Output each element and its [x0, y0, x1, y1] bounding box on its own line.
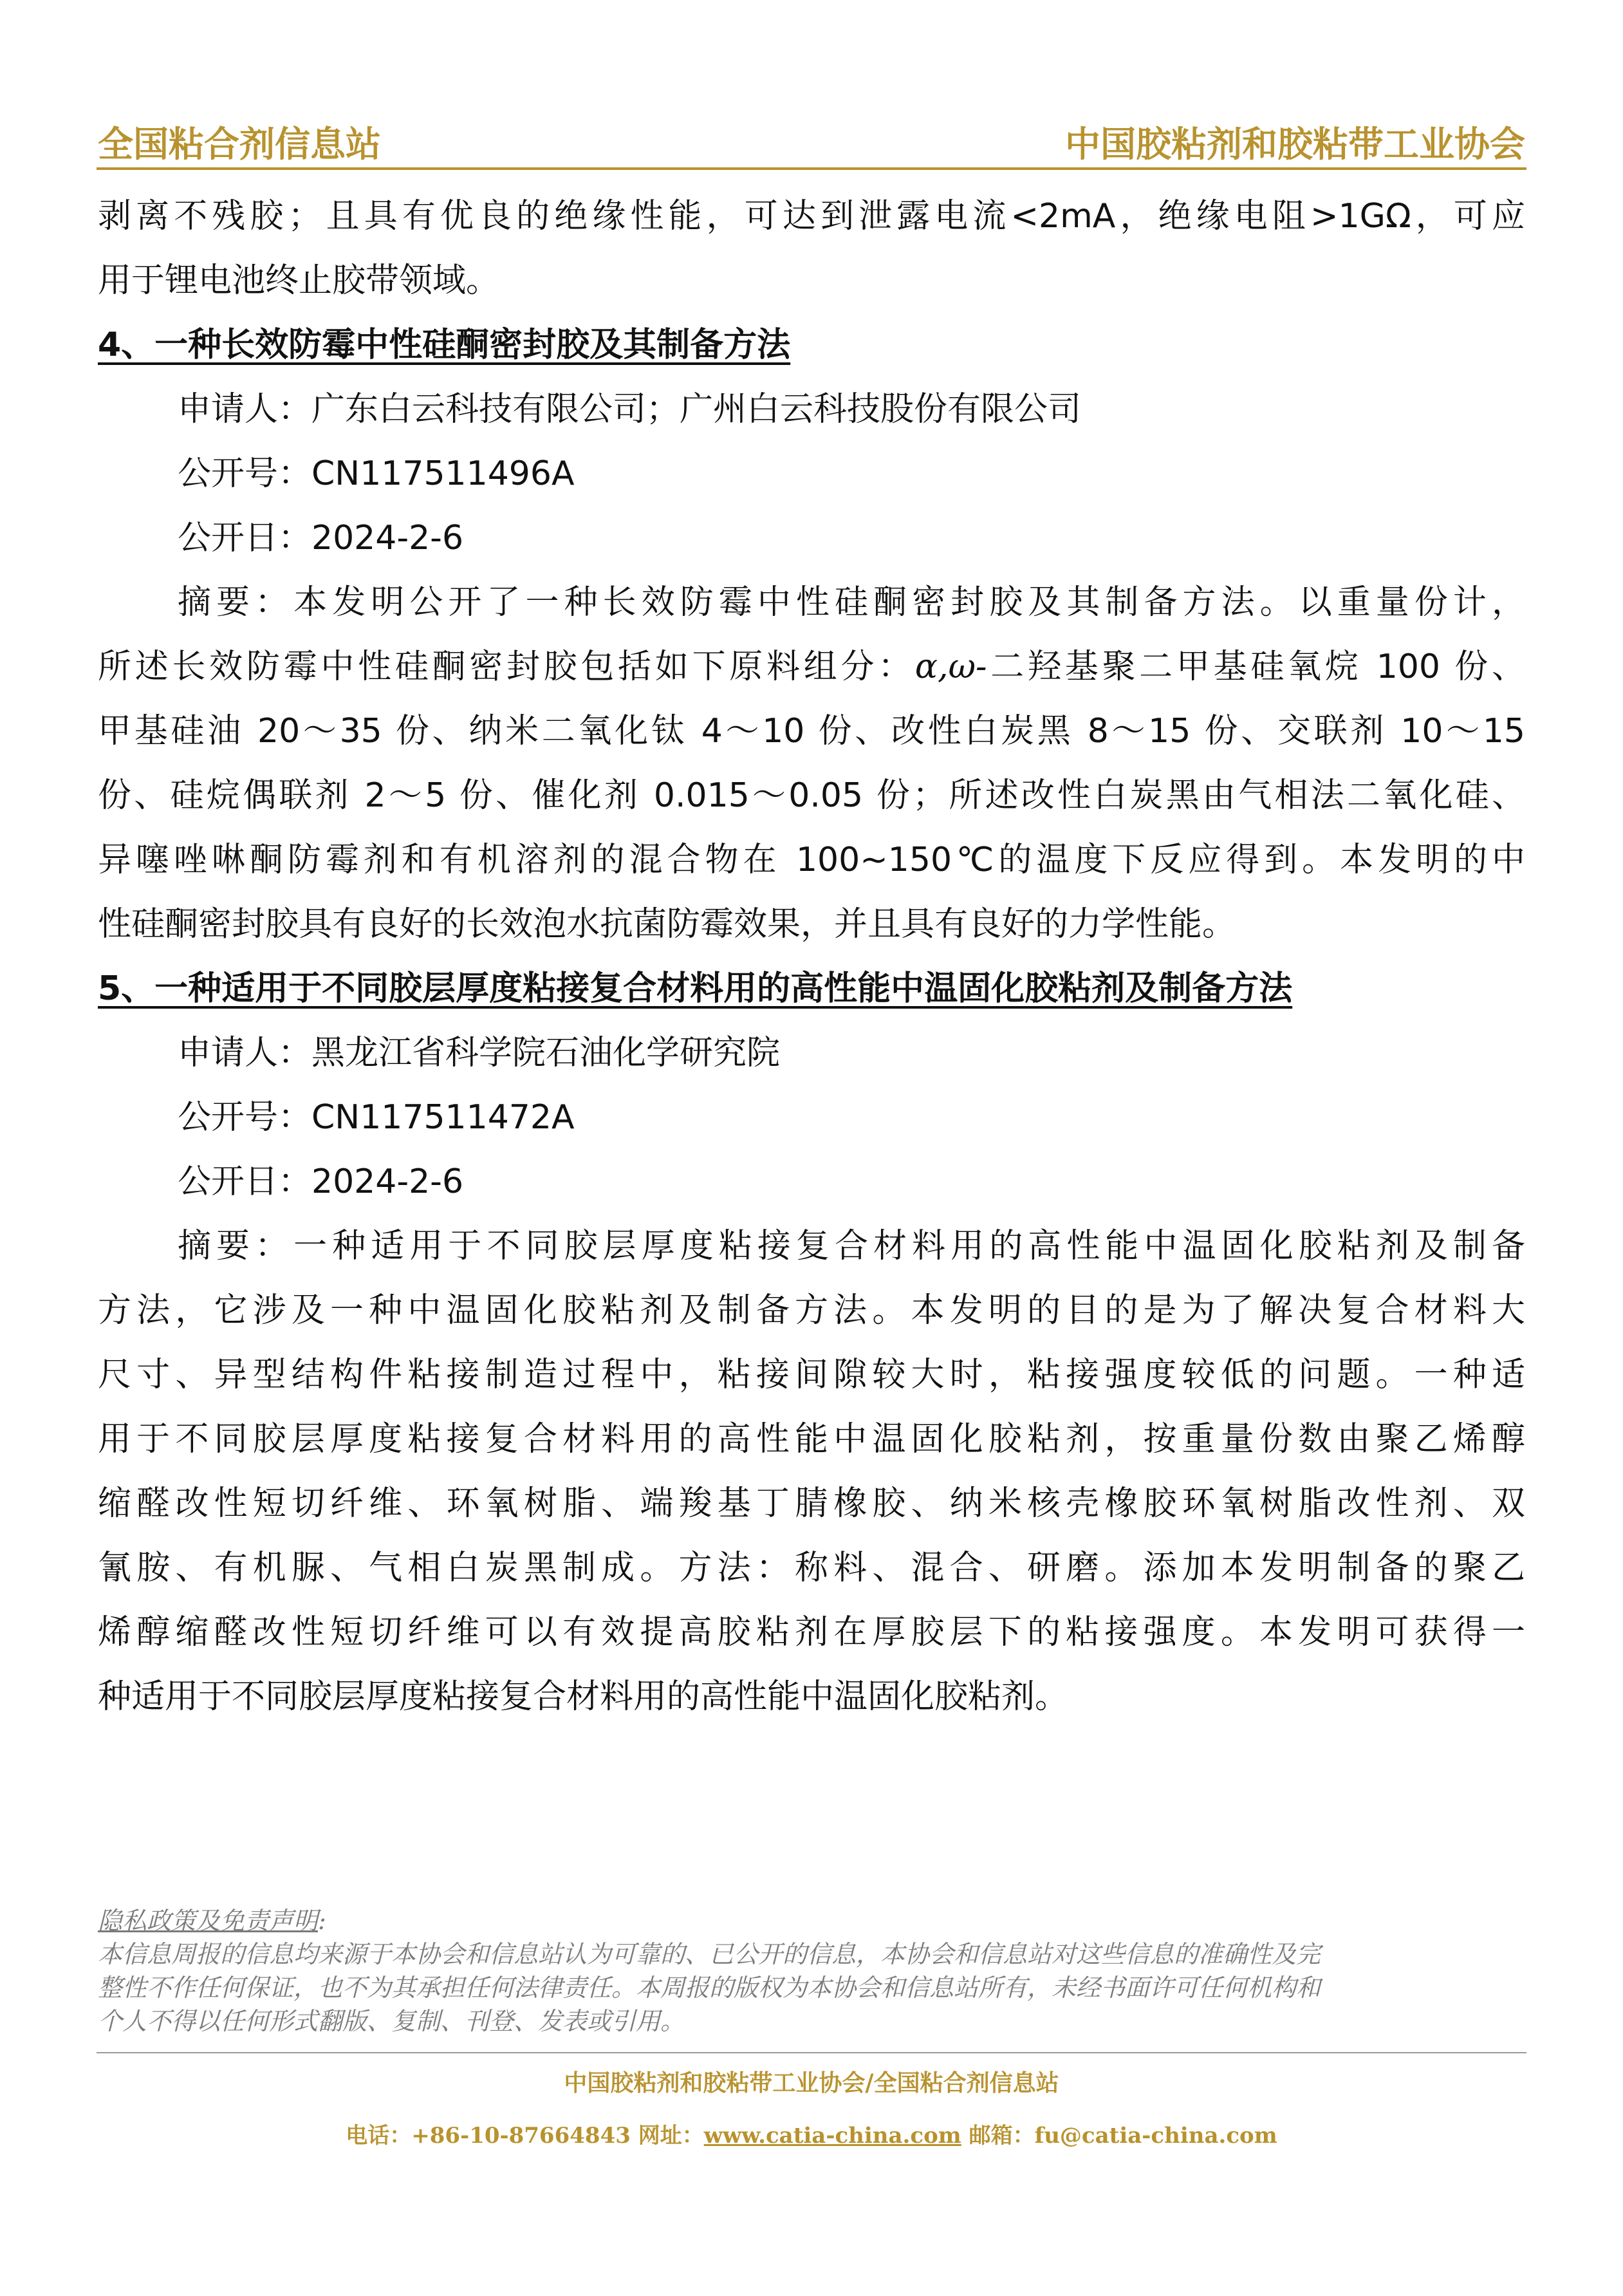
patent-4-abstract-line: 甲基硅油 20～35 份、纳米二氧化钛 4～10 份、改性白炭黑 8～15 份、交联剂 10～15: [98, 712, 1525, 751]
intro-line: 用于锂电池终止胶带领域。: [98, 261, 500, 300]
patent-4-pub-no: 公开号：CN117511496A: [178, 454, 575, 493]
footer-divider: [97, 2052, 1526, 2053]
footer-email[interactable]: 邮箱：fu@catia-china.com: [969, 2123, 1277, 2149]
patent-4-applicant: 申请人：广东白云科技有限公司；广州白云科技股份有限公司: [178, 390, 1082, 429]
greek-symbol: α,ω-: [914, 648, 987, 686]
footer-organization: 中国胶粘剂和胶粘带工业协会/全国粘合剂信息站: [564, 2069, 1059, 2096]
patent-4-title: 4、一种长效防霉中性硅酮密封胶及其制备方法: [98, 326, 791, 364]
disclaimer-line: 本信息周报的信息均来源于本协会和信息站认为可靠的、已公开的信息，本协会和信息站对这些信息的准确性及完: [98, 1940, 1321, 1968]
patent-4-abstract-line: 摘要：本发明公开了一种长效防霉中性硅酮密封胶及其制备方法。以重量份计，: [178, 583, 1525, 622]
footer-contact: [0, 2118, 1623, 2149]
patent-5-abstract-line: 缩醛改性短切纤维、环氧树脂、端羧基丁腈橡胶、纳米核壳橡胶环氧树脂改性剂、双: [98, 1484, 1525, 1523]
disclaimer-line: 整性不作任何保证，也不为其承担任何法律责任。本周报的版权为本协会和信息站所有，未经书面许可任何机构和: [98, 1974, 1321, 2002]
patent-5-abstract-line: 种适用于不同胶层厚度粘接复合材料用的高性能中温固化胶粘剂。: [98, 1677, 1069, 1716]
document-body: [98, 184, 1525, 1729]
disclaimer-title: 隐私政策及免责声明:: [98, 1907, 326, 1935]
patent-4-abstract-line: 性硅酮密封胶具有良好的长效泡水抗菌防霉效果，并且具有良好的力学性能。: [98, 905, 1236, 944]
footer-website-link[interactable]: www.catia-china.com: [703, 2123, 961, 2149]
header-association-name: 中国胶粘剂和胶粘带工业协会: [1064, 123, 1525, 165]
patent-5-abstract-line: 方法，它涉及一种中温固化胶粘剂及制备方法。本发明的目的是为了解决复合材料大: [98, 1291, 1525, 1330]
patent-5-pub-no: 公开号：CN117511472A: [178, 1098, 575, 1137]
patent-4-abstract-line: 所述长效防霉中性硅酮密封胶包括如下原料组分：α,ω-二羟基聚二甲基硅氧烷 100 份、: [98, 648, 1525, 686]
disclaimer: [98, 1904, 1525, 2038]
patent-5-abstract-line: 氰胺、有机脲、气相白炭黑制成。方法：称料、混合、研磨。添加本发明制备的聚乙: [98, 1549, 1525, 1587]
patent-4-abstract-line: 异噻唑啉酮防霉剂和有机溶剂的混合物在 100~150℃的温度下反应得到。本发明的中: [98, 841, 1525, 879]
patent-5-abstract-line: 用于不同胶层厚度粘接复合材料用的高性能中温固化胶粘剂，按重量份数由聚乙烯醇: [98, 1420, 1525, 1459]
page-header: [97, 116, 1526, 170]
patent-5-abstract-line: 尺寸、异型结构件粘接制造过程中，粘接间隙较大时，粘接强度较低的问题。一种适: [98, 1356, 1525, 1394]
header-site-name: 全国粘合剂信息站: [98, 123, 382, 165]
patent-5-title: 5、一种适用于不同胶层厚度粘接复合材料用的高性能中温固化胶粘剂及制备方法: [98, 969, 1293, 1008]
disclaimer-line: 个人不得以任何形式翻版、复制、刊登、发表或引用。: [98, 2007, 685, 2035]
patent-5-abstract-line: 烯醇缩醛改性短切纤维可以有效提高胶粘剂在厚胶层下的粘接强度。本发明可获得一: [98, 1613, 1525, 1652]
patent-4-pub-date: 公开日：2024-2-6: [178, 519, 464, 557]
patent-5-pub-date: 公开日：2024-2-6: [178, 1162, 464, 1201]
patent-4-abstract-line: 份、硅烷偶联剂 2～5 份、催化剂 0.015～0.05 份；所述改性白炭黑由气相法二氧化硅、: [98, 776, 1525, 815]
footer-site-label: 网址：: [638, 2123, 704, 2149]
footer-phone: 电话：+86-10-87664843: [346, 2123, 631, 2149]
patent-5-abstract-line: 摘要：一种适用于不同胶层厚度粘接复合材料用的高性能中温固化胶粘剂及制备: [178, 1227, 1525, 1265]
intro-line: 剥离不残胶；且具有优良的绝缘性能，可达到泄露电流<2mA，绝缘电阻>1GΩ，可应: [98, 197, 1525, 236]
patent-5-applicant: 申请人：黑龙江省科学院石油化学研究院: [178, 1034, 781, 1072]
